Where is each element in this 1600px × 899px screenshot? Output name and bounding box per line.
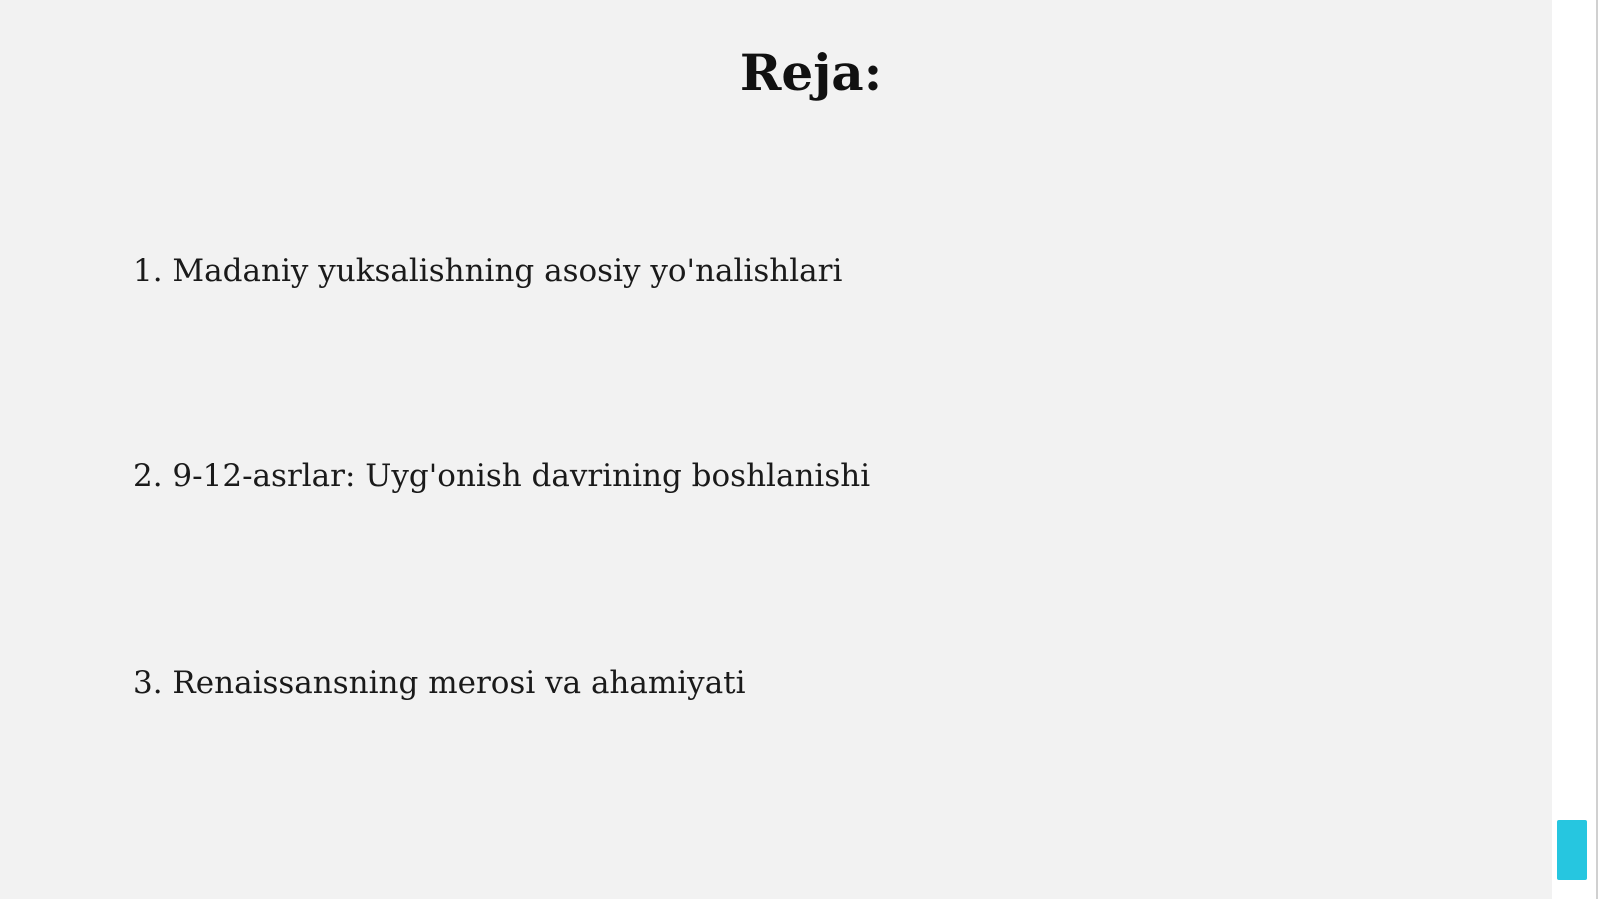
plan-item-3: 3. Renaissansning merosi va ahamiyati	[133, 665, 746, 701]
slide-title: Reja:	[739, 43, 883, 102]
plan-item-2: 2. 9-12-asrlar: Uyg'onish davrining boshlanishi	[133, 458, 871, 494]
plan-item-1: 1. Madaniy yuksalishning asosiy yo'nalishlari	[133, 253, 843, 289]
scrollbar-track[interactable]	[1552, 0, 1600, 899]
window-edge-divider	[1596, 0, 1598, 899]
scrollbar-thumb[interactable]	[1557, 820, 1587, 880]
